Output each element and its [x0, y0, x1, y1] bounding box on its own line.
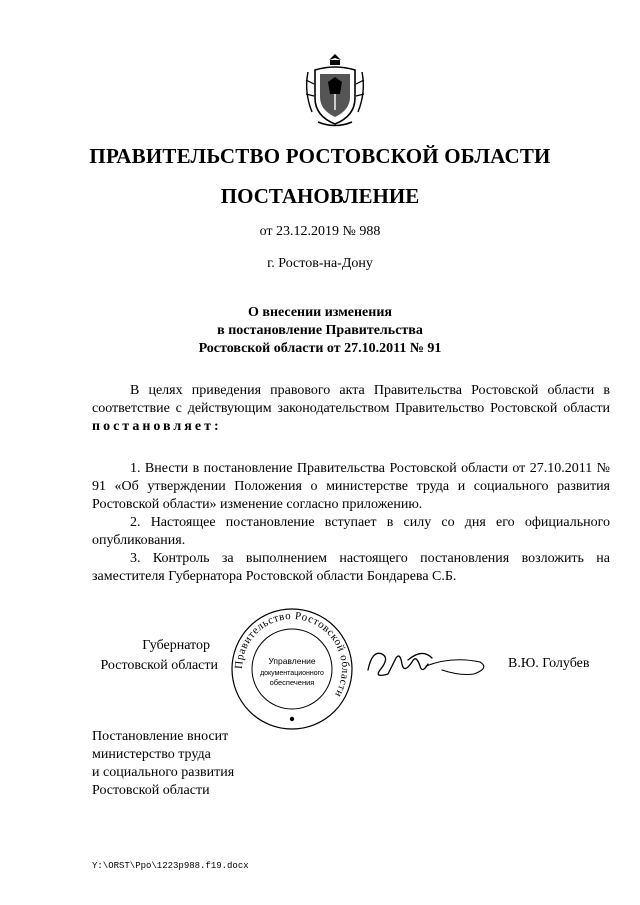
preamble-paragraph: [92, 382, 610, 436]
signatory-title-line: Ростовской области: [100, 658, 218, 673]
list-item: 3. Контроль за выполнением настоящего постановления возложить на заместителя Губернатора Ростовской области Бондарева С.Б.: [92, 551, 610, 584]
stamp-text: документационного: [260, 670, 324, 677]
contributor-line: и социального развития: [92, 765, 235, 780]
stamp-text: Управление: [268, 656, 316, 666]
contributor-line: министерство труда: [92, 747, 211, 762]
government-title: ПРАВИТЕЛЬСТВО РОСТОВСКОЙ ОБЛАСТИ: [89, 144, 551, 168]
stamp-ring-text: Правительство Ростовской области: [232, 609, 352, 700]
signer-name: В.Ю. Голубев: [508, 656, 590, 671]
contributor-note: [92, 728, 312, 800]
handwritten-signature: [362, 640, 492, 686]
rostov-coat-of-arms-icon: [300, 50, 370, 130]
contributor-line: Постановление вносит: [92, 729, 229, 744]
document-city: г. Ростов-на-Дону: [267, 256, 373, 271]
document-type: ПОСТАНОВЛЕНИЕ: [220, 184, 420, 208]
document-subject: [0, 304, 640, 358]
file-path: Y:\ORST\Ppo\1223p988.f19.docx: [92, 861, 249, 871]
subject-line: Ростовской области от 27.10.2011 № 91: [198, 341, 442, 356]
signatory-title: [92, 636, 218, 676]
document-date-number: от 23.12.2019 № 988: [259, 224, 381, 239]
resolves-word: постановляет:: [92, 419, 222, 434]
stamp-text: обеспечения: [269, 678, 315, 687]
subject-line: в постановление Правительства: [217, 323, 423, 338]
official-stamp: [230, 607, 354, 731]
list-item: 1. Внести в постановление Правительства Ростовской области от 27.10.2011 № 91 «Об утверждении Положения о министерстве труда и социального развития Ростовской области» изменение согласно приложению.: [92, 461, 610, 512]
signatory-title-line: Губернатор: [142, 638, 210, 653]
preamble-text: В целях приведения правового акта Правительства Ростовской области в соответствие с действующим законодательством Правительство Ростовской области: [92, 383, 610, 416]
subject-line: О внесении изменения: [248, 305, 392, 320]
list-item: 2. Настоящее постановление вступает в силу со дня его официального опубликования.: [92, 515, 610, 548]
contributor-line: Ростовской области: [92, 783, 210, 798]
